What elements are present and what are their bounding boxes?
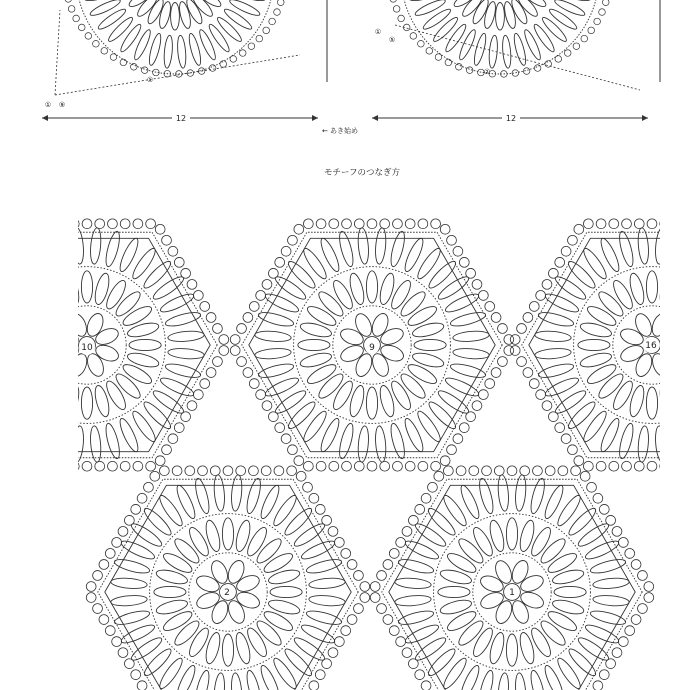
- motif-2: [86, 466, 369, 690]
- motif-number-10: 10: [81, 343, 93, 353]
- fan-center-marker-left: ①: [146, 76, 154, 84]
- motif-1: [370, 466, 653, 690]
- dimension-left: [42, 111, 318, 123]
- direction-note: ← あき始め: [321, 127, 359, 135]
- row-marker-right-1: ①: [374, 28, 382, 36]
- motif-16: [510, 219, 690, 471]
- motif-joining-layout: [0, 219, 690, 690]
- half-motif-diagrams: [55, 0, 640, 95]
- half-motif-left: [55, 0, 300, 95]
- row-marker-left-2: ⑨: [58, 101, 66, 109]
- motif-number-16: 16: [645, 341, 657, 351]
- motif-number-1: 1: [509, 588, 515, 598]
- dimension-right: [372, 111, 648, 123]
- dimension-left-label: 12: [175, 114, 187, 123]
- motif-10: [0, 219, 229, 471]
- motif-number-2: 2: [224, 588, 230, 598]
- row-marker-left-1: ①: [44, 101, 52, 109]
- half-motif-right: [390, 0, 640, 90]
- row-marker-right-2: ⑤: [388, 36, 396, 44]
- fan-center-marker-right: ②: [483, 68, 491, 76]
- dimension-right-label: 12: [505, 114, 517, 123]
- fan-left: [65, 0, 287, 77]
- diagram-caption: モチーフのつなぎ方: [323, 168, 401, 178]
- motif-number-9: 9: [369, 343, 375, 353]
- fan-right: [390, 0, 612, 77]
